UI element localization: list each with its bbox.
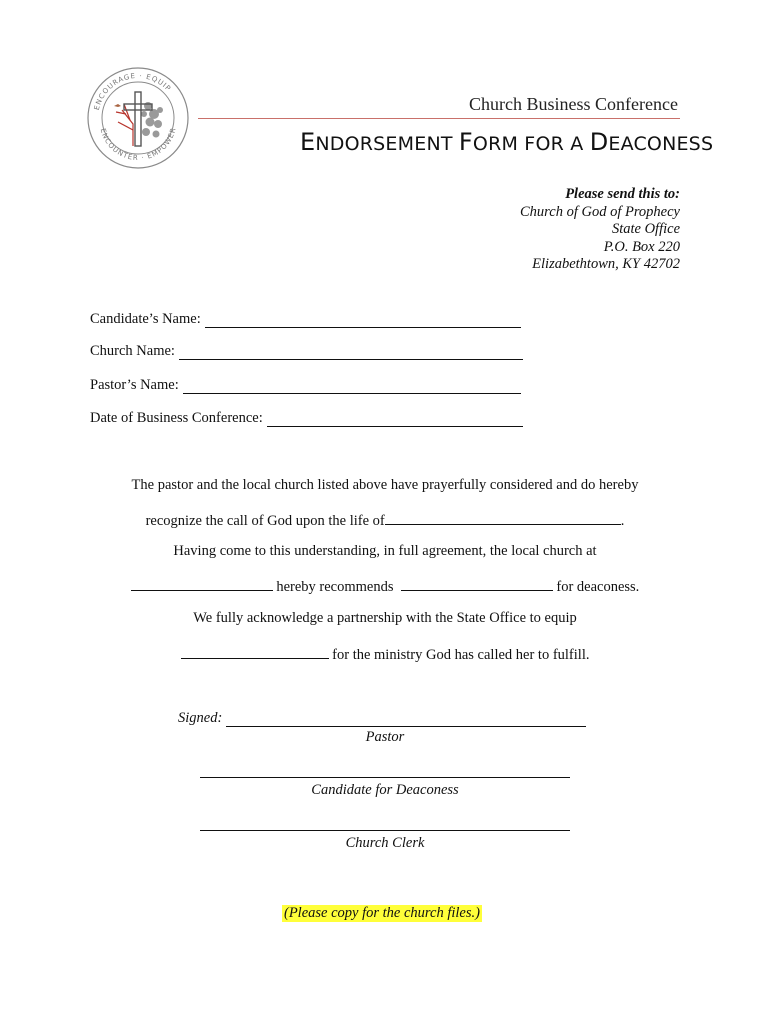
address-line: State Office — [611, 221, 680, 238]
logo-emblem — [86, 66, 190, 170]
conference-date-label: Date of Business Conference: — [90, 410, 263, 426]
logo-word-encounter: ENCOUNTER · EMPOWER — [98, 126, 178, 163]
address-line: Elizabethtown, KY 42702 — [532, 256, 680, 273]
address-heading: Please send this to: — [565, 186, 680, 202]
church-name-label: Church Name: — [90, 343, 175, 359]
mailing-address — [520, 186, 680, 274]
pastor-signature-field — [178, 710, 586, 727]
candidate-name-blank[interactable] — [205, 313, 521, 328]
church-name-field — [90, 343, 523, 360]
pastor-name-field — [90, 377, 521, 394]
conference-date-field — [90, 410, 523, 427]
conference-date-blank[interactable] — [267, 412, 523, 427]
svg-text:ENCOUNTER · EMPOWER — [99, 126, 178, 162]
body-line-3: Having come to this understanding, in full agreement, the local church at — [173, 543, 597, 559]
pastor-name-label: Pastor’s Name: — [90, 377, 179, 393]
candidate-life-blank[interactable] — [385, 511, 621, 525]
recommended-name-blank[interactable] — [401, 577, 553, 591]
candidate-name-label: Candidate’s Name: — [90, 311, 201, 327]
clerk-signature-label: Church Clerk — [345, 835, 425, 851]
candidate-name-field — [90, 311, 521, 328]
church-name-blank[interactable] — [179, 345, 523, 360]
address-line: P.O. Box 220 — [603, 238, 680, 255]
candidate-signature-line[interactable] — [200, 777, 570, 778]
pastor-name-blank[interactable] — [183, 379, 521, 394]
body-line-4: hereby recommends for deaconess. — [0, 577, 770, 596]
conference-title: Church Business Conference — [469, 94, 678, 114]
body-line-2: recognize the call of God upon the life of . — [145, 513, 625, 529]
body-line-6: for the ministry God has called her to fulfill. — [0, 645, 770, 664]
candidate-signature-label: Candidate for Deaconess — [311, 782, 459, 798]
clerk-signature-line[interactable] — [200, 830, 570, 831]
equip-name-blank[interactable] — [181, 645, 329, 659]
church-location-blank[interactable] — [131, 577, 273, 591]
pastor-signature-label: Pastor — [365, 729, 405, 745]
copy-note: (Please copy for the church files.) — [284, 905, 480, 921]
form-title: ENDORSEMENT FORM FOR A DEACONESS — [300, 128, 714, 156]
address-line: Church of God of Prophecy — [519, 203, 680, 220]
signed-label: Signed: — [178, 710, 223, 726]
body-line-1: The pastor and the local church listed above have prayerfully considered and do hereby — [131, 477, 639, 493]
logo-word-encourage: ENCOURAGE · EQUIP — [92, 71, 173, 112]
body-line-5: We fully acknowledge a partnership with the State Office to equip — [193, 610, 577, 626]
pastor-signature-line[interactable] — [226, 712, 586, 727]
header-rule — [198, 118, 680, 119]
bird-icon — [114, 104, 121, 107]
